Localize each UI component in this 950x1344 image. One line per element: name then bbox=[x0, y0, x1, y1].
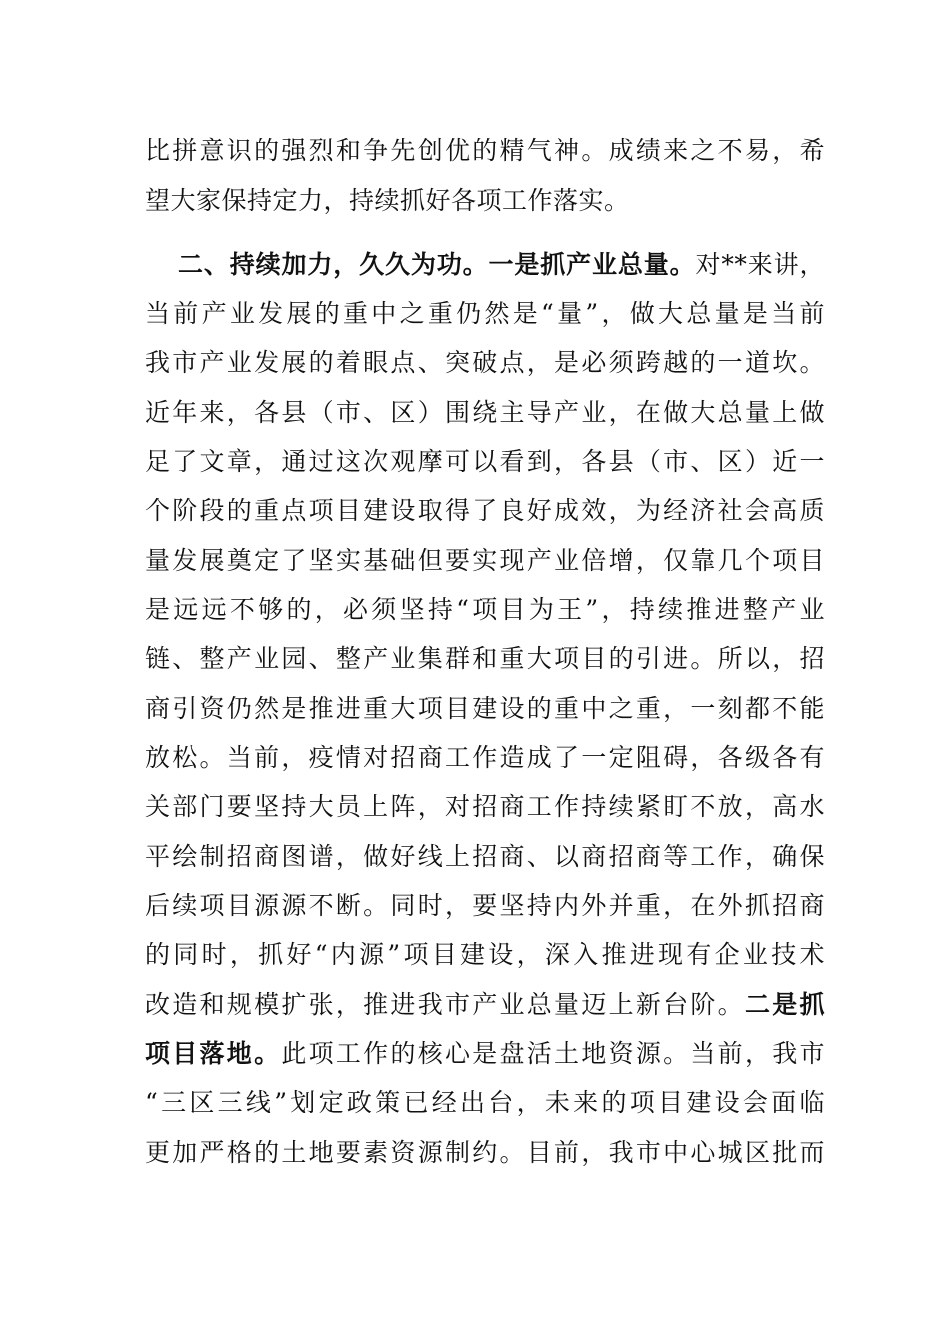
text-line-20 bbox=[145, 1083, 825, 1123]
line-text: 更加严格的土地要素资源制约。目前，我市中心城区批而 bbox=[145, 1138, 825, 1167]
line-text: 的同时，抓好“内源”项目建设，深入推进现有企业技术 bbox=[145, 940, 825, 969]
text-line-9 bbox=[145, 541, 825, 581]
line-text: 链、整产业园、整产业集群和重大项目的引进。所以，招 bbox=[145, 644, 825, 673]
text-line-11 bbox=[145, 639, 825, 679]
line-text: 平绘制招商图谱，做好线上招商、以商招商等工作，确保 bbox=[145, 842, 825, 871]
subheading-bold: 项目落地。 bbox=[145, 1039, 282, 1068]
text-line-17 bbox=[145, 935, 825, 975]
line-text: 关部门要坚持大员上阵，对招商工作持续紧盯不放，高水 bbox=[145, 792, 825, 821]
text-line-15 bbox=[145, 837, 825, 877]
text-line-14 bbox=[145, 787, 825, 827]
text-line-16 bbox=[145, 886, 825, 926]
text-line-13 bbox=[145, 738, 825, 778]
text-line-8 bbox=[145, 491, 825, 531]
text-line-5 bbox=[145, 343, 825, 383]
line-text: 足了文章，通过这次观摩可以看到，各县（市、区）近一 bbox=[145, 447, 825, 476]
text-line-7 bbox=[145, 442, 825, 482]
text-line-6 bbox=[145, 393, 825, 433]
text-line-1 bbox=[145, 131, 825, 171]
line-text: 当前产业发展的重中之重仍然是“量”，做大总量是当前 bbox=[145, 299, 825, 328]
line-text: 后续项目源源不断。同时，要坚持内外并重，在外抓招商 bbox=[145, 891, 825, 920]
line-text: 此项工作的核心是盘活土地资源。当前，我市 bbox=[281, 1039, 825, 1068]
text-line-10 bbox=[145, 590, 825, 630]
line-text: 是远远不够的，必须坚持“项目为王”，持续推进整产业 bbox=[145, 595, 825, 624]
text-line-21 bbox=[145, 1133, 825, 1173]
text-line-19 bbox=[145, 1034, 825, 1074]
text-line-12 bbox=[145, 689, 825, 729]
section-heading-bold: 二、持续加力，久久为功。一是抓产业总量。 bbox=[178, 250, 696, 279]
line-text: 改造和规模扩张，推进我市产业总量迈上新台阶。 bbox=[145, 990, 745, 1019]
line-text: 比拼意识的强烈和争先创优的精气神。成绩来之不易，希 bbox=[145, 136, 825, 165]
line-text: “三区三线”划定政策已经出台，未来的项目建设会面临 bbox=[145, 1088, 825, 1117]
line-text: 近年来，各县（市、区）围绕主导产业，在做大总量上做 bbox=[145, 398, 825, 427]
text-line-2 bbox=[145, 181, 630, 221]
line-text: 放松。当前，疫情对招商工作造成了一定阻碍，各级各有 bbox=[145, 743, 825, 772]
line-text: 个阶段的重点项目建设取得了良好成效，为经济社会高质 bbox=[145, 496, 825, 525]
line-text: 商引资仍然是推进重大项目建设的重中之重，一刻都不能 bbox=[145, 694, 825, 723]
line-text: 望大家保持定力，持续抓好各项工作落实。 bbox=[145, 186, 630, 215]
text-line-18 bbox=[145, 985, 825, 1025]
text-line-4 bbox=[145, 294, 825, 334]
line-text: 我市产业发展的着眼点、突破点，是必须跨越的一道坎。 bbox=[145, 348, 825, 377]
subheading-bold: 二是抓 bbox=[744, 990, 825, 1019]
line-text: 对**来讲， bbox=[695, 250, 825, 279]
section-heading-line bbox=[178, 245, 825, 285]
line-text: 量发展奠定了坚实基础但要实现产业倍增，仅靠几个项目 bbox=[145, 546, 825, 575]
